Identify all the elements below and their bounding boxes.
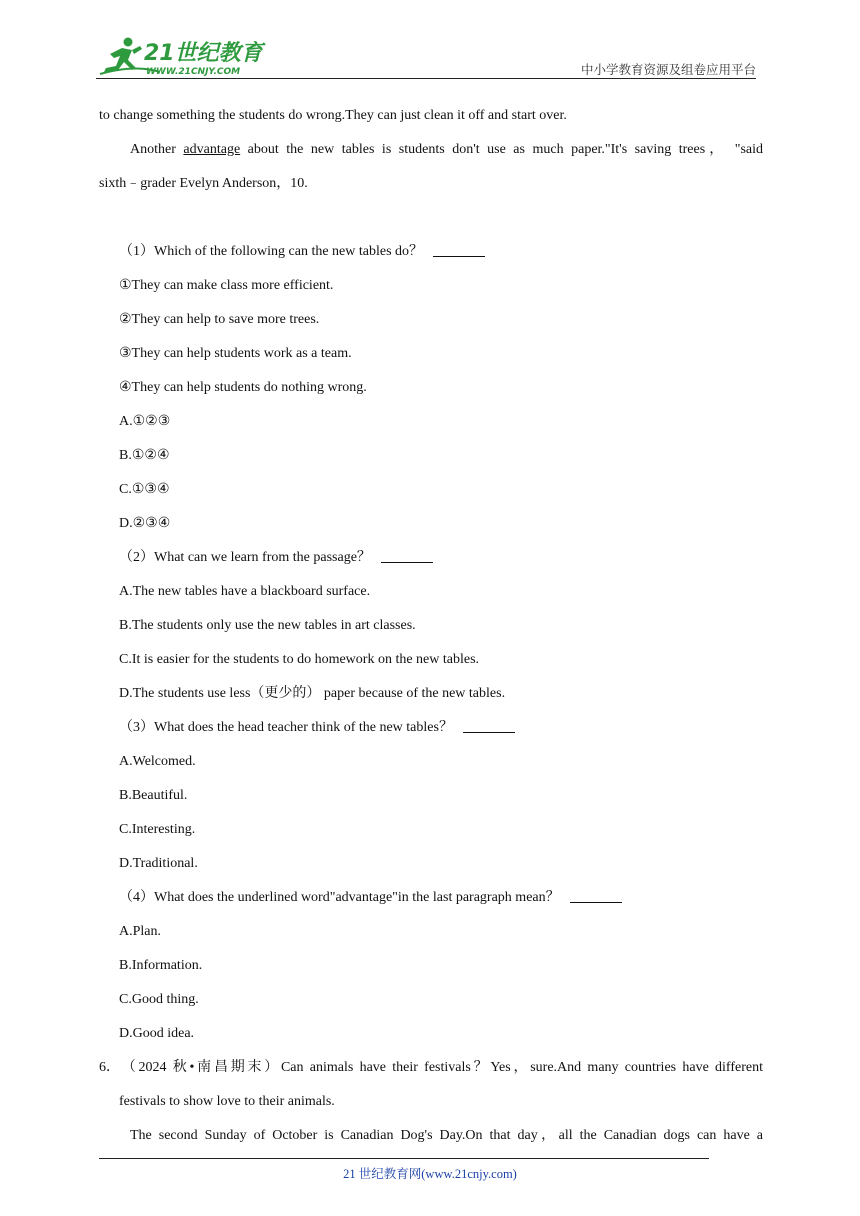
option-c: C.Interesting. — [119, 822, 196, 837]
answer-blank[interactable] — [433, 242, 485, 257]
question-2: （2）What can we learn from the passage？ — [99, 541, 763, 575]
question-1: （1）Which of the following can the new tables do？ — [99, 235, 763, 269]
option-b: B.①②④ — [119, 448, 170, 463]
underlined-word: advantage — [183, 142, 241, 157]
question-4: （4）What does the underlined word"advantage"in the last paragraph mean？ — [99, 881, 763, 915]
option-a: A.The new tables have a blackboard surface. — [119, 584, 371, 599]
option-c: C.Good thing. — [119, 992, 199, 1007]
option-c: C.It is easier for the students to do homework on the new tables. — [119, 652, 480, 667]
platform-name: 中小学教育资源及组卷应用平台 — [580, 62, 756, 77]
option-a: A.Plan. — [119, 924, 161, 939]
statement-item: ②They can help to save more trees. — [119, 312, 320, 327]
document-body — [99, 99, 763, 1153]
option-a: A.Welcomed. — [119, 754, 196, 769]
question-number: 6． — [99, 1060, 120, 1075]
logo-url: WWW.21CNJY.COM — [146, 67, 241, 77]
runner-logo-icon — [96, 34, 266, 78]
option-d: D.The students use less（更少的） paper because of the new tables. — [119, 686, 506, 701]
statement-item: ①They can make class more efficient. — [119, 278, 334, 293]
option-c: C.①③④ — [119, 482, 170, 497]
option-d: D.Good idea. — [119, 1026, 195, 1041]
question-3: （3）What does the head teacher think of the new tables？ — [99, 711, 763, 745]
statement-item: ④They can help students do nothing wrong. — [119, 380, 367, 395]
option-b: B.Beautiful. — [119, 788, 188, 803]
header-divider — [96, 78, 756, 79]
answer-blank[interactable] — [570, 888, 622, 903]
option-d: D.Traditional. — [119, 856, 198, 871]
logo-text: 21世纪教育 — [144, 41, 263, 66]
paragraph-line: festivals to show love to their animals. — [119, 1094, 335, 1109]
footer-link[interactable]: 21 世纪教育网(www.21cnjy.com) — [343, 1167, 517, 1181]
page-header — [96, 28, 756, 80]
paragraph-line: to change something the students do wrong.They can just clean it off and start over. — [99, 108, 567, 123]
option-b: B.Information. — [119, 958, 203, 973]
spacer — [99, 201, 763, 235]
paragraph-line: sixth﹣grader Evelyn Anderson，10. — [99, 176, 308, 191]
paragraph-line: The second Sunday of October is Canadian Dog's Day.On that day，all the Canadian dogs can have a — [130, 1128, 763, 1143]
statement-item: ③They can help students work as a team. — [119, 346, 352, 361]
paragraph-line: Another advantage about the new tables is students don't use as much paper."It's saving trees， "said — [130, 142, 763, 157]
option-b: B.The students only use the new tables in art classes. — [119, 618, 416, 633]
option-d: D.②③④ — [119, 516, 171, 531]
footer-divider — [99, 1158, 709, 1159]
answer-blank[interactable] — [381, 548, 433, 563]
question-6-header: 6．（2024 秋•南昌期末）Can animals have their festivals？Yes，sure.And many countries have different — [99, 1051, 763, 1085]
answer-blank[interactable] — [463, 718, 515, 733]
option-a: A.①②③ — [119, 414, 171, 429]
